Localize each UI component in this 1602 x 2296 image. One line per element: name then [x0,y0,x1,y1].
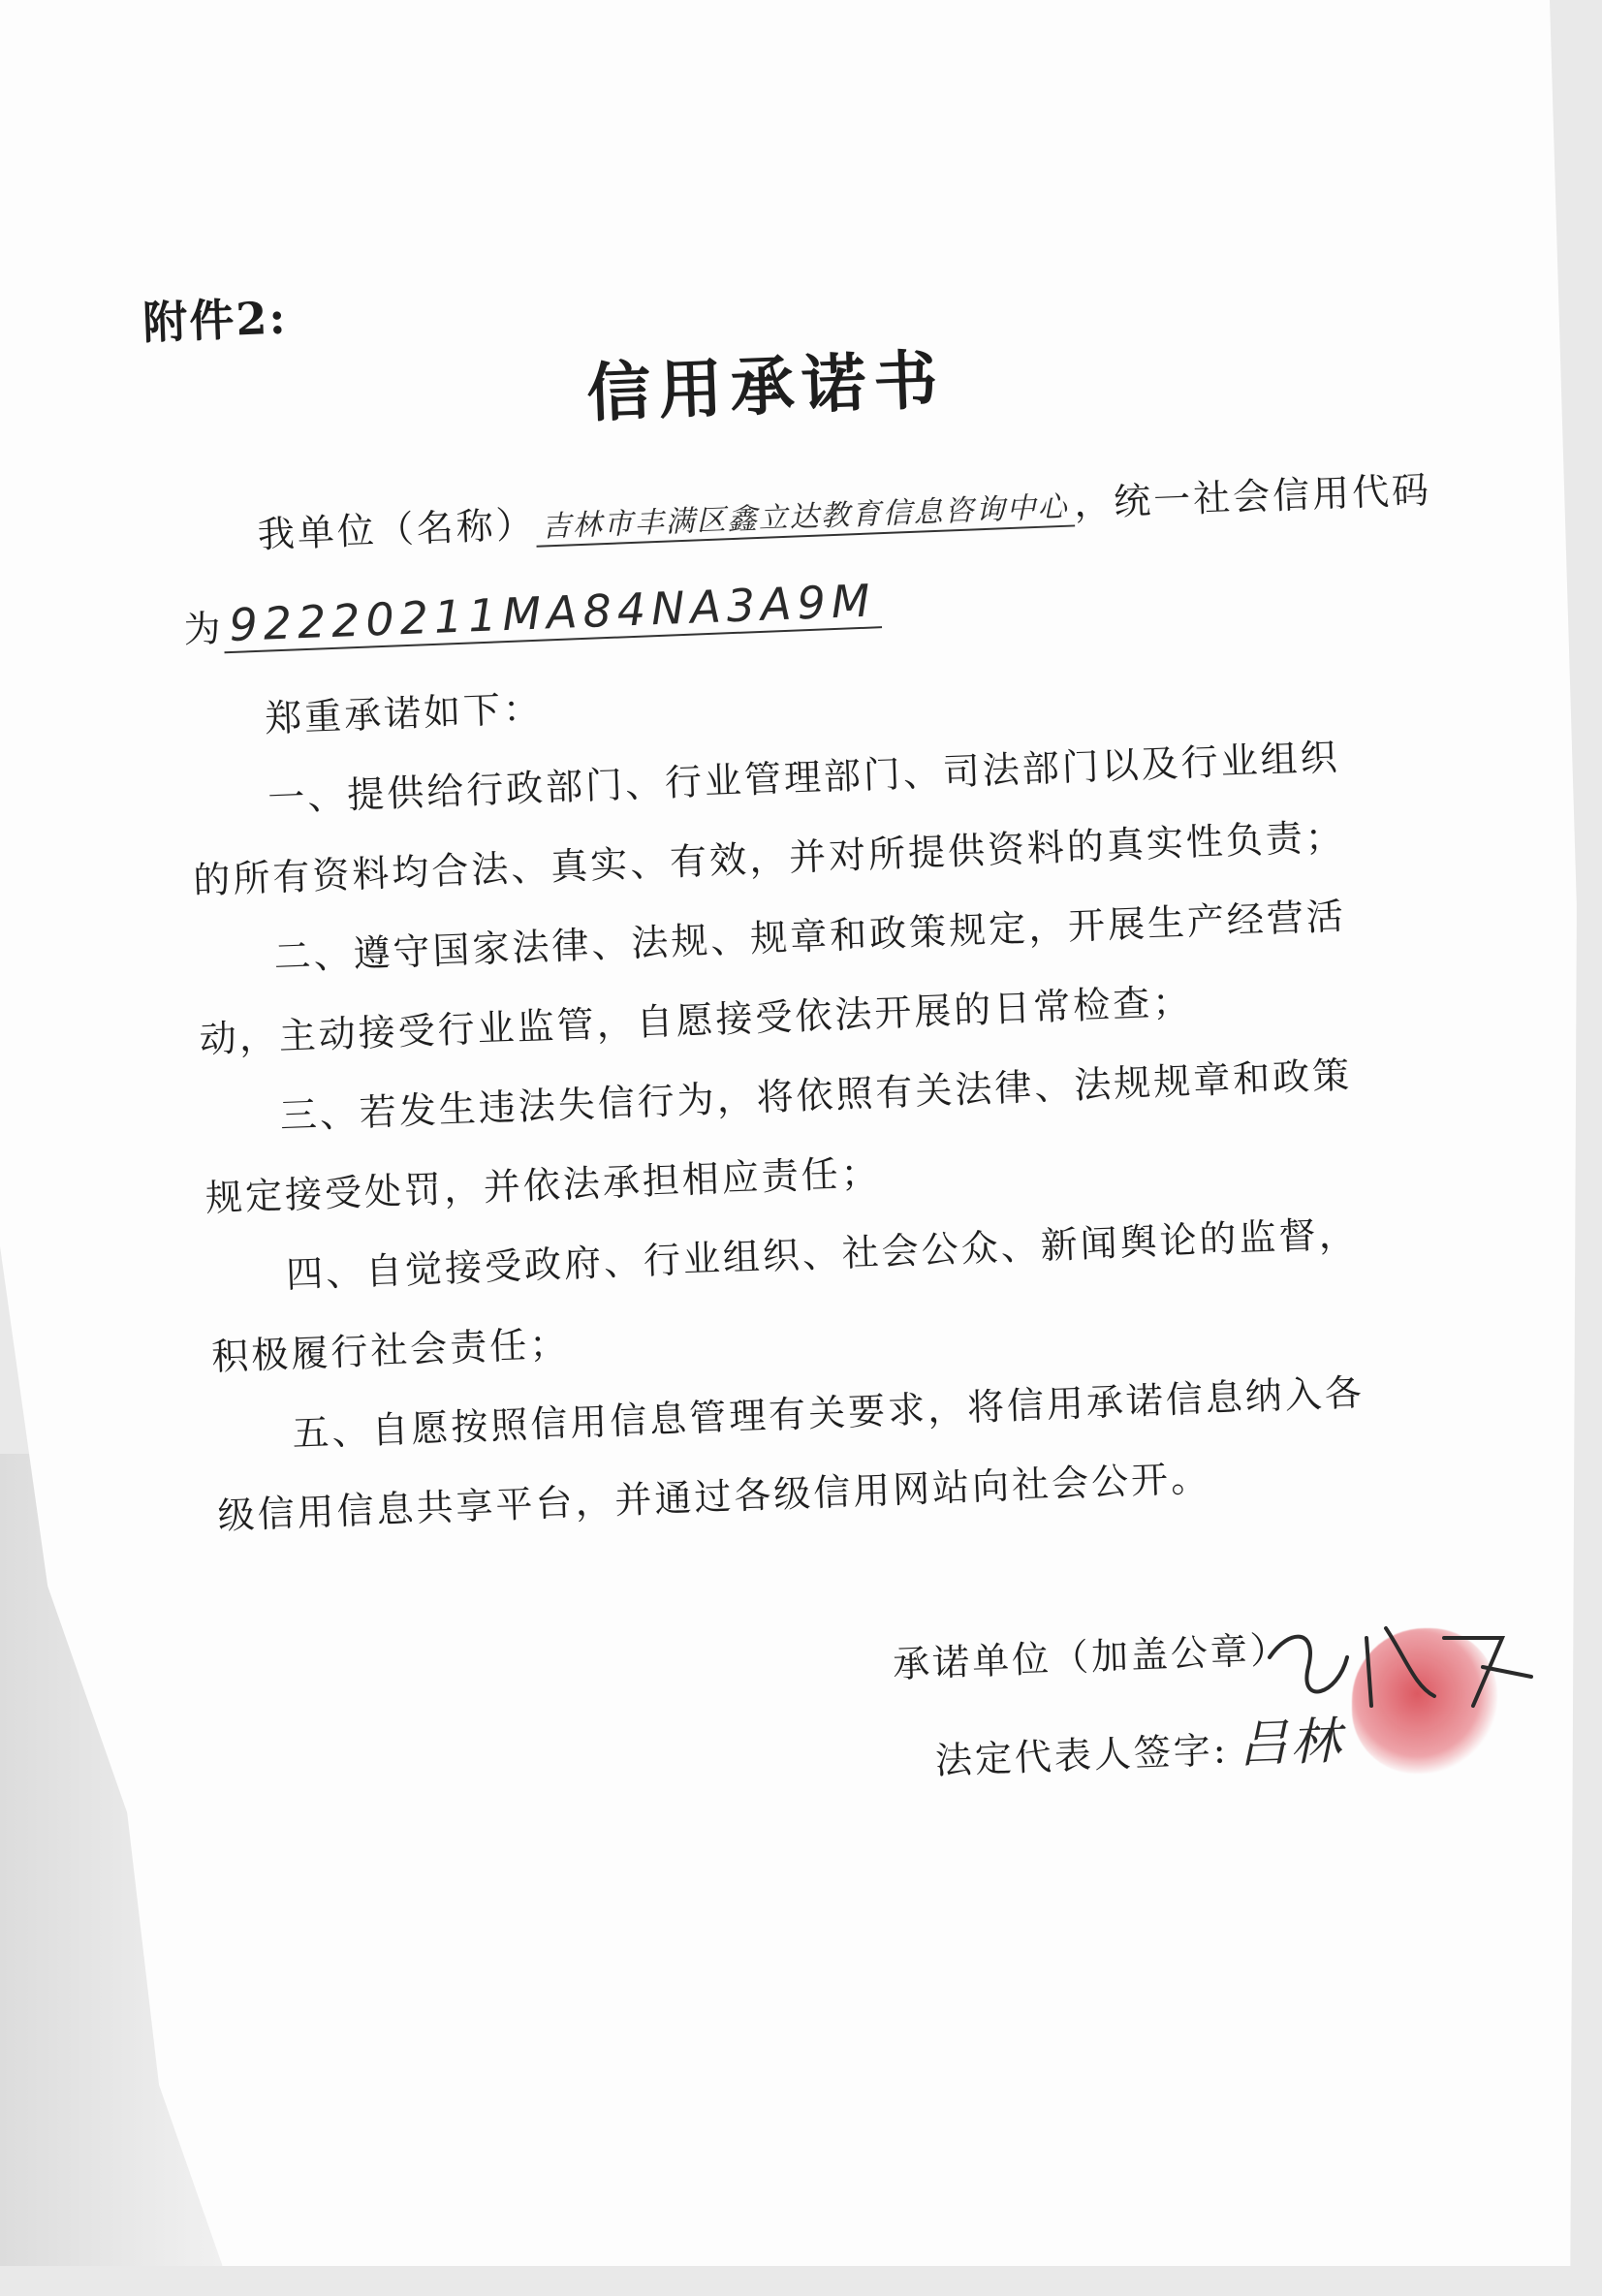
rep-signature-handwriting: 吕林 [1237,1712,1344,1775]
unit-line [257,459,1432,557]
body-line: 的所有资料均合法、真实、有效，并对所提供资料的真实性负责； [192,814,1346,902]
sign-unit-label: 承诺单位（加盖公章） [892,1627,1291,1686]
body-line: 五、自愿按照信用信息管理有关要求，将信用承诺信息纳入各 [291,1370,1366,1456]
body-line: 三、若发生违法失信行为，将依照有关法律、法规规章和政策 [279,1053,1353,1138]
unit-suffix: ，统一社会信用代码 [1073,468,1432,525]
credit-code-handwriting: 92220211MA84NA3A9M [222,574,882,653]
body-line: 四、自觉接受政府、行业组织、社会公众、新闻舆论的监督， [285,1211,1360,1297]
code-prefix: 为 [182,607,225,651]
document-title: 信用承诺书 [585,341,947,431]
body-line: 级信用信息共享平台，并通过各级信用网站向社会公开。 [216,1456,1211,1538]
signature-strokes [1250,1599,1541,1725]
credit-code-line [182,573,882,655]
body-line: 动，主动接受行业监管，自愿接受依法开展的日常检查； [198,980,1193,1061]
body-line: 一、提供给行政部门、行业管理部门、司法部门以及行业组织 [267,736,1341,820]
unit-name-handwriting: 吉林市丰满区鑫立达教育信息咨询中心 [535,482,1075,547]
unit-prefix: 我单位（名称） [257,502,537,556]
sign-rep-label: 法定代表人签字: [934,1728,1230,1782]
body-line: 积极履行社会责任； [210,1322,571,1379]
body-line: 二、遵守国家法律、法规、规章和政策规定，开展生产经营活 [272,895,1347,979]
body-line: 规定接受处罚，并依法承担相应责任； [204,1150,882,1220]
intro-line: 郑重承诺如下： [264,686,544,740]
attachment-label: 附件2: [141,291,289,350]
